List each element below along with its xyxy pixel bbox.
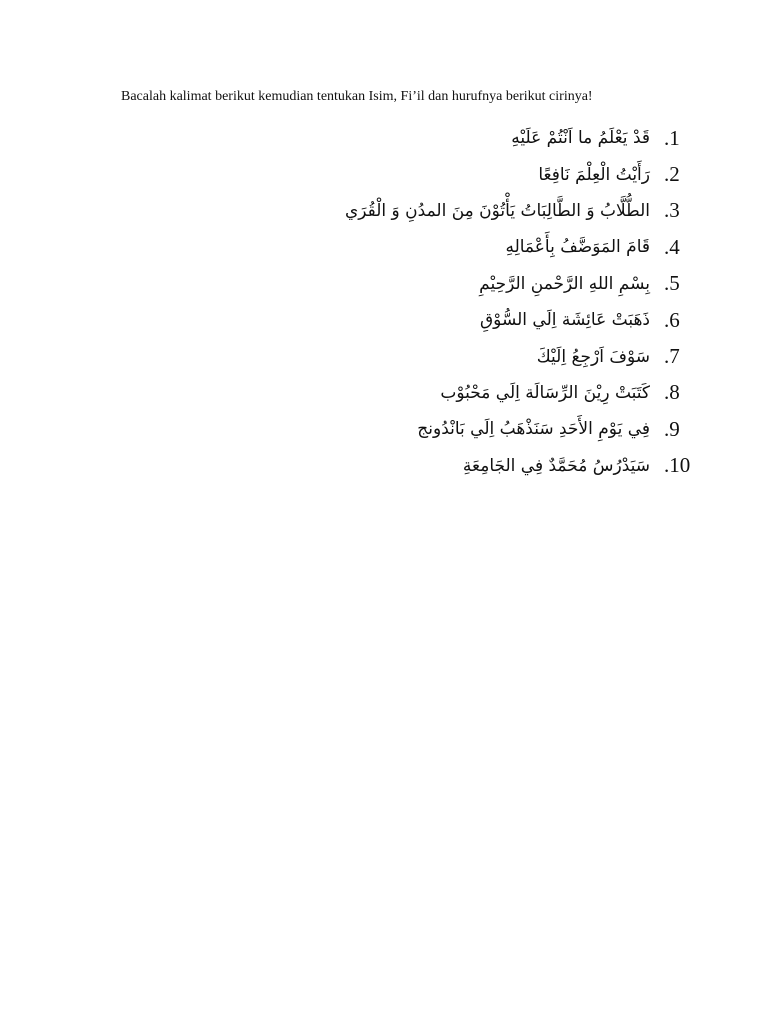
arabic-sentence: قَامَ المَوَضَّفُ بِأَعْمَالِهِ — [505, 237, 650, 258]
instruction-text: Bacalah kalimat berikut kemudian tentukan Isim, Fi’il dan hurufnya berikut cirinya! — [121, 89, 593, 104]
list-item — [278, 302, 698, 338]
arabic-sentence: ذَهَبَتْ عَائِشَة اِلَي السُّوْقِ — [479, 310, 650, 331]
arabic-sentence: كَتَبَتْ رِيْنَ الرِّسَالَة اِلَي مَحْبُوْب — [440, 382, 650, 403]
list-item — [278, 375, 698, 411]
list-item — [278, 193, 698, 229]
list-item — [278, 448, 698, 484]
list-item — [278, 411, 698, 447]
list-item — [278, 338, 698, 374]
item-number: .6 — [664, 307, 680, 332]
item-number: .5 — [664, 271, 680, 296]
arabic-sentence: الطُّلَّابُ وَ الطَّالِبَاتُ يَأْتُوْنَ مِنَ المدُنِ وَ الْقُرَي — [344, 200, 650, 221]
list-item — [278, 229, 698, 265]
item-number: .8 — [664, 380, 680, 405]
arabic-sentence: رَأَيْتُ الْعِلْمَ نَافِعًا — [538, 164, 650, 185]
item-number: .9 — [664, 416, 680, 441]
item-number: .2 — [664, 162, 680, 187]
arabic-sentence: قَدْ يَعْلَمُ ما اَنْتُمْ عَلَيْهِ — [511, 128, 650, 149]
arabic-sentence: سَوْفَ اَرْجِعُ اِلَيْكَ — [536, 346, 650, 367]
list-item — [278, 266, 698, 302]
arabic-sentence-list — [278, 120, 698, 484]
list-item — [278, 120, 698, 156]
item-number: .10 — [664, 453, 691, 478]
arabic-sentence: بِسْمِ اللهِ الرَّحْمنِ الرَّحِيْمِ — [479, 273, 650, 294]
item-number: .7 — [664, 344, 680, 369]
item-number: .1 — [664, 125, 680, 150]
arabic-sentence: سَيَدْرُسُ مُحَمَّدٌ فِي الجَامِعَةِ — [462, 455, 650, 476]
item-number: .3 — [664, 198, 680, 223]
arabic-sentence: فِي يَوْمِ الأَحَدِ سَنَذْهَبُ اِلَي بَانْدُونج — [417, 419, 650, 440]
item-number: .4 — [664, 234, 680, 259]
list-item — [278, 156, 698, 192]
